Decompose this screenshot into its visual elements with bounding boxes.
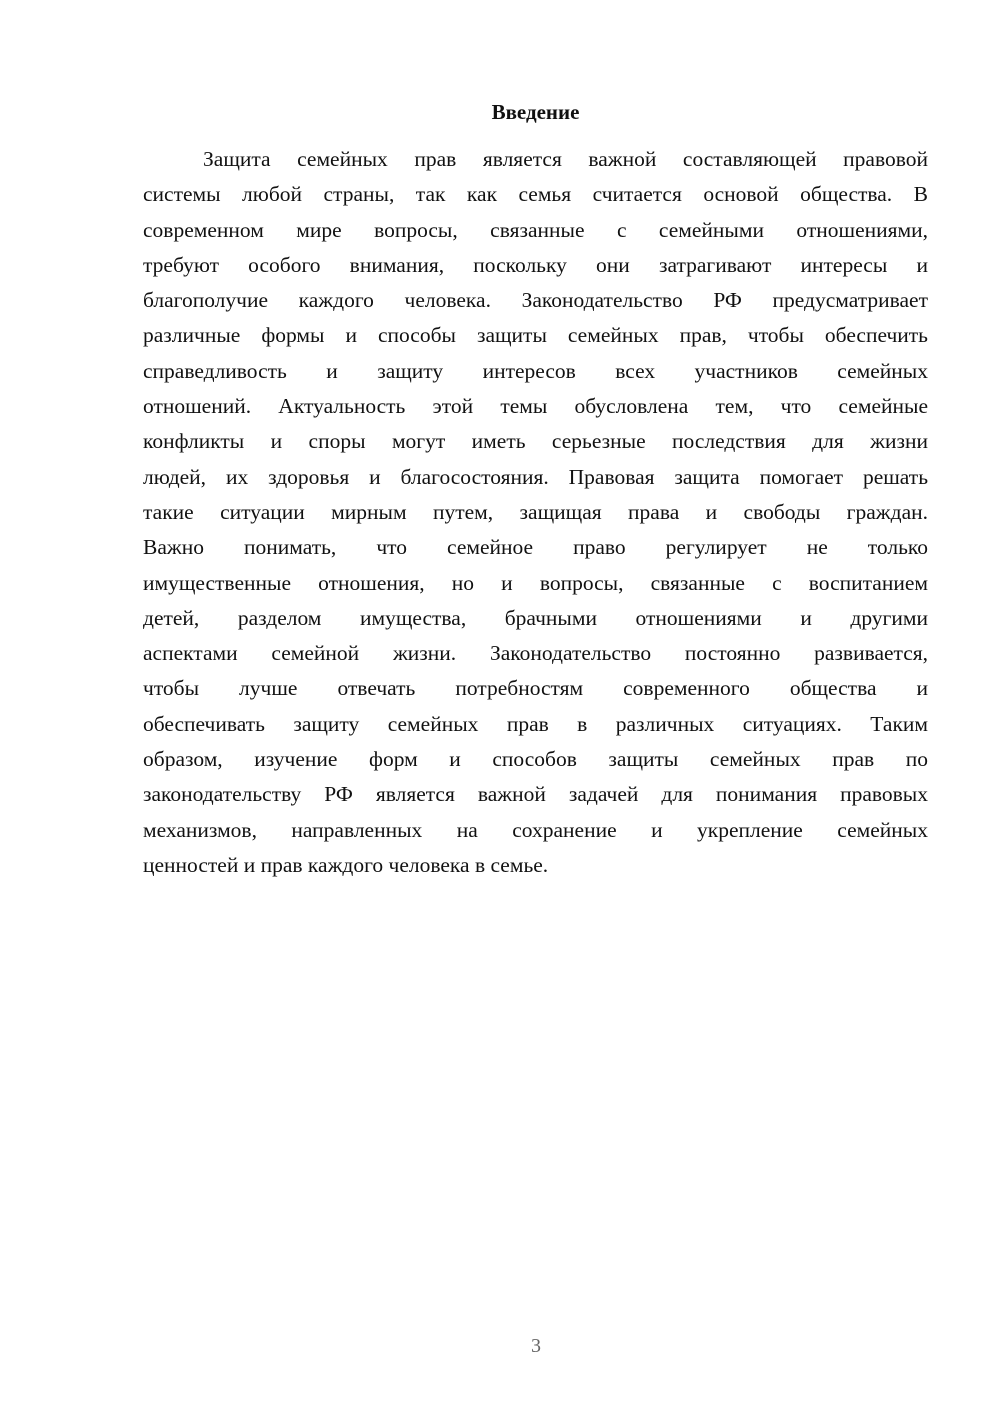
paragraph-line: отношений. Актуальность этой темы обусловлена тем, что семейные [143, 394, 928, 419]
paragraph-line: конфликты и споры могут иметь серьезные последствия для жизни [143, 429, 928, 454]
paragraph-line: аспектами семейной жизни. Законодательство постоянно развивается, [143, 641, 928, 666]
paragraph-line: благополучие каждого человека. Законодательство РФ предусматривает [143, 288, 928, 313]
paragraph-line: детей, разделом имущества, брачными отношениями и другими [143, 605, 928, 630]
paragraph-line: Важно понимать, что семейное право регулирует не только [143, 535, 928, 560]
paragraph-line: справедливость и защиту интересов всех участников семейных [143, 358, 928, 383]
page-number: 3 [531, 1335, 541, 1357]
paragraph-line: чтобы лучше отвечать потребностям современного общества и [143, 676, 928, 701]
paragraph-line: образом, изучение форм и способов защиты семейных прав по [143, 747, 928, 772]
paragraph-line: механизмов, направленных на сохранение и укрепление семейных [143, 817, 928, 842]
paragraph-line: требуют особого внимания, поскольку они затрагивают интересы и [143, 252, 928, 277]
paragraph-line: обеспечивать защиту семейных прав в различных ситуациях. Таким [143, 711, 928, 736]
paragraph-line: людей, их здоровья и благосостояния. Правовая защита помогает решать [143, 464, 928, 489]
paragraph-line: такие ситуации мирным путем, защищая права и свободы граждан. [143, 499, 928, 524]
paragraph-line: имущественные отношения, но и вопросы, связанные с воспитанием [143, 570, 928, 595]
introduction-paragraph [143, 142, 928, 883]
paragraph-line: системы любой страны, так как семья считается основой общества. В [143, 182, 928, 207]
paragraph-line: законодательству РФ является важной задачей для понимания правовых [143, 782, 928, 807]
paragraph-line: современном мире вопросы, связанные с семейными отношениями, [143, 217, 928, 242]
paragraph-line: различные формы и способы защиты семейных прав, чтобы обеспечить [143, 323, 928, 348]
paragraph-line: Защита семейных прав является важной составляющей правовой [203, 147, 928, 171]
paragraph-line: ценностей и прав каждого человека в семье. [143, 852, 549, 877]
section-heading: Введение [491, 100, 580, 124]
